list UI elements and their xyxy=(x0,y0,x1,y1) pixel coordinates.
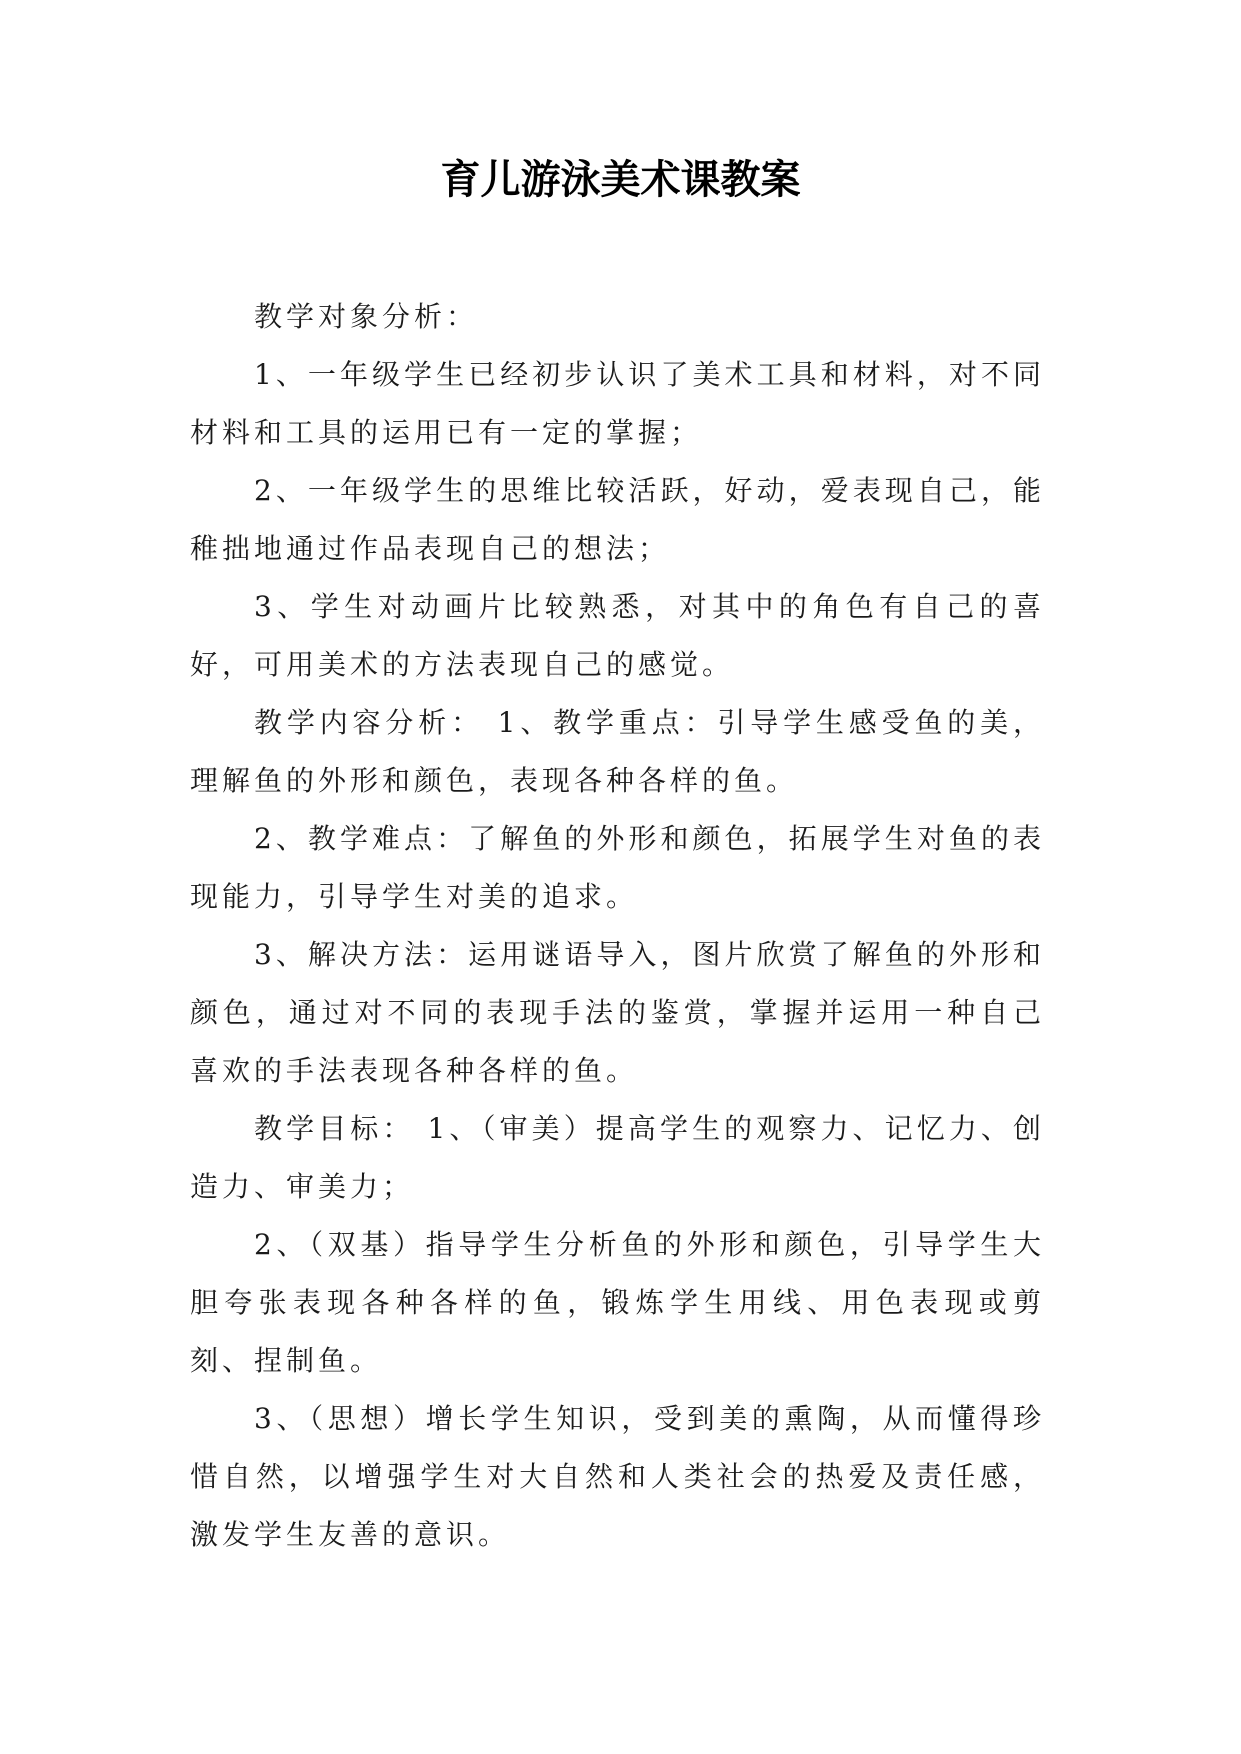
paragraph-objectives-1: 教学目标： 1、（审美）提高学生的观察力、记忆力、创造力、审美力； xyxy=(190,1112,1045,1203)
paragraph-student-analysis-3: 3、学生对动画片比较熟悉，对其中的角色有自己的喜好，可用美术的方法表现自己的感觉。 xyxy=(190,590,1045,681)
paragraph-objectives-2: 2、（双基）指导学生分析鱼的外形和颜色，引导学生大胆夸张表现各种各样的鱼，锻炼学生用线、用色表现或剪刻、捏制鱼。 xyxy=(190,1228,1045,1377)
paragraph-student-analysis-1: 1、一年级学生已经初步认识了美术工具和材料，对不同材料和工具的运用已有一定的掌握； xyxy=(190,358,1045,449)
paragraph-content-analysis-3: 3、解决方法：运用谜语导入，图片欣赏了解鱼的外形和颜色，通过对不同的表现手法的鉴赏，掌握并运用一种自己喜欢的手法表现各种各样的鱼。 xyxy=(190,938,1045,1087)
paragraph-student-analysis-heading: 教学对象分析： xyxy=(254,300,479,333)
paragraph-content-analysis-1: 教学内容分析： 1、教学重点：引导学生感受鱼的美，理解鱼的外形和颜色，表现各种各样的鱼。 xyxy=(190,706,1045,797)
document-title: 育儿游泳美术课教案 xyxy=(440,157,801,203)
paragraph-content-analysis-2: 2、教学难点：了解鱼的外形和颜色，拓展学生对鱼的表现能力，引导学生对美的追求。 xyxy=(190,822,1045,913)
paragraph-objectives-3: 3、（思想）增长学生知识，受到美的熏陶，从而懂得珍惜自然，以增强学生对大自然和人类社会的热爱及责任感，激发学生友善的意识。 xyxy=(190,1402,1045,1551)
document-body xyxy=(190,288,1045,1564)
paragraph-student-analysis-2: 2、一年级学生的思维比较活跃，好动，爱表现自己，能稚拙地通过作品表现自己的想法； xyxy=(190,474,1045,565)
